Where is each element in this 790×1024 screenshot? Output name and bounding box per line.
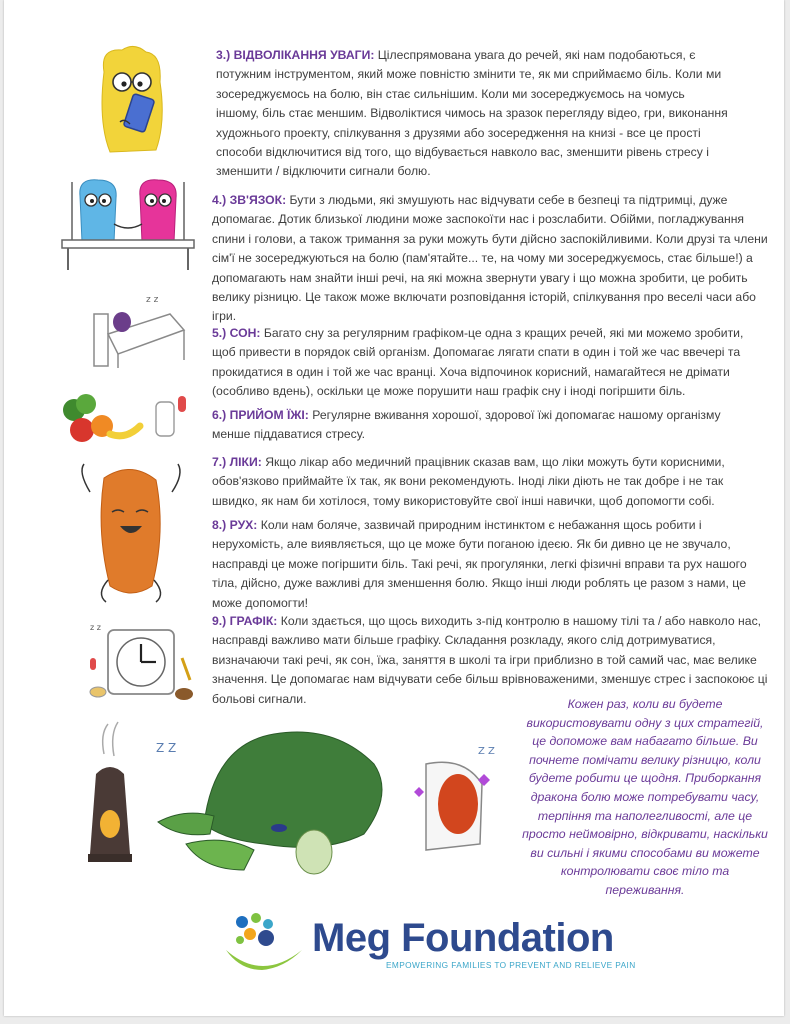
section-body: Цілеспрямована увага до речей, які нам подобаються, є потужним інструментом, який може повністю змінити те, як ми сприймаємо біль. Коли ми зосереджуємось на болю, він стає сильнішим. Коли ми зосереджуємось на чомусь іншому, біль стає меншим. Відволіктися чимось на зразок перегляду відео, гри, виконання художнього проекту, спілкування з друзями або зосередження на книзі - все це прості способи відключитися від того, що відбувається навколо вас, зменшити рівень стресу і зменшити / відключити сигнали болю.	[216, 48, 728, 179]
section-body: Якщо лікар або медичний працівник сказав вам, що ліки можуть бути корисними, обов'язково приймайте їх так, як вони рекомендують. Іноді ліки діють не так добре і не так швидко, як нам би хотілося, тому використовуйте свої інші навички, щоб допомогти собі.	[212, 455, 725, 508]
meg-foundation-logo	[222, 912, 636, 982]
logo-mark-icon	[222, 912, 306, 976]
fruits-and-pills-illustration	[60, 390, 190, 450]
svg-text:Z Z: Z Z	[156, 741, 177, 755]
section-body: Коли здається, що щось виходить з-під контролю в нашому тілі та / або навколо нас, насправді важливо мати більше графіку. Складання розкладу, якого слід дотримуватися, визначаючи такі речі, як сон, їжа, заняття в школі та ігри приблизно в той самий час, має велике значення. Це допомагає нам відчувати себе більш врівноваженими, зменшує стрес і заспокоює ці больові сигнали.	[212, 614, 768, 706]
section-movement	[212, 516, 760, 613]
svg-text:z z: z z	[90, 623, 101, 632]
section-heading: 9.) ГРАФІК:	[212, 614, 278, 628]
section-body: Коли нам боляче, зазвичай природним інстинктом є небажання щось робити і нерухомість, але виявляється, що це може бути поганою ідеєю. Як би дивно це не звучало, насправді це може погіршити біль. Такі речі, як прогулянки, легкі фізичні вправи та рух нашого тіла, дійсно, дуже важливі для зменшення болю. Якщо інші люди роблять це разом з нами, це може допомогти!	[212, 518, 747, 610]
sleeping-monster-bed-illustration	[88, 290, 190, 370]
sleeping-dragon-illustration	[74, 704, 514, 884]
section-connection	[212, 191, 768, 327]
logo-name: Meg Foundation	[312, 916, 614, 960]
section-heading: 7.) ЛІКИ:	[212, 455, 262, 469]
section-body: Бути з людьми, які змушують нас відчувати себе в безпеці та підтримці, дуже допомагає. Дотик близької людини може заспокоїти нас і розслабити. Обійми, погладжування спини і голови, а також тримання за руки можуть бути дійсно заспокійливими. Коли друзі та члени сім'ї не зосереджуються на болю (пам'ятайте... те, на чому ми зосереджуємось, стає більше!) а допомагають нам знайти інші речі, на які можна звернути увагу і що можна зробити, це робить велику різницю. Це також може включати розповідання історій, спілкування про веселі часи або ігри.	[212, 193, 768, 324]
section-eating	[212, 406, 757, 445]
yellow-monster-illustration	[90, 42, 170, 158]
svg-text:Z Z: Z Z	[478, 746, 495, 757]
section-heading: 8.) РУХ:	[212, 518, 258, 532]
svg-text:z z: z z	[146, 295, 159, 305]
monsters-on-bench-illustration	[58, 176, 198, 276]
section-heading: 3.) ВІДВОЛІКАННЯ УВАГИ:	[216, 48, 375, 62]
logo-tagline: EMPOWERING FAMILIES TO PREVENT AND RELIEVE PAIN	[386, 960, 636, 970]
section-body: Регулярне вживання хорошої, здорової їжі допомагає нашому організму менше піддаватися стресу.	[212, 408, 721, 442]
closing-note: Кожен раз, коли ви будете використовувати одну з цих стратегій, це допоможе вам набагато більше. Ви почнете помічати велику різницю, коли будете робити це щодня. Приборкання дракона болю може потребувати часу, терпіння та наполегливості, але це просто неймовірно, відкривати, наскільки ви сильні і якими способами ви можете контролювати своє тіло та переживання.	[522, 697, 768, 897]
section-body: Багато сну за регулярним графіком-це одна з кращих речей, які ми можемо зробити, щоб привести в порядок свій організм. Допомагає лягати спати в один і той же час ввечері та прокидатися в один і той же час вранці. Хоча відпочинок корисний, намагайтеся не дрімати (особливо вдень), оскільки це може порушити наш графік сну і іноді погіршити біль.	[212, 326, 744, 399]
clock-schedule-illustration	[86, 620, 196, 710]
document-page	[4, 0, 784, 1016]
dancing-monster-illustration	[76, 462, 186, 610]
section-medicine	[212, 453, 760, 511]
section-heading: 6.) ПРИЙОМ ЇЖІ:	[212, 408, 309, 422]
section-sleep	[212, 324, 766, 402]
section-heading: 5.) СОН:	[212, 326, 261, 340]
section-distraction	[216, 46, 728, 182]
section-heading: 4.) ЗВ'ЯЗОК:	[212, 193, 287, 207]
